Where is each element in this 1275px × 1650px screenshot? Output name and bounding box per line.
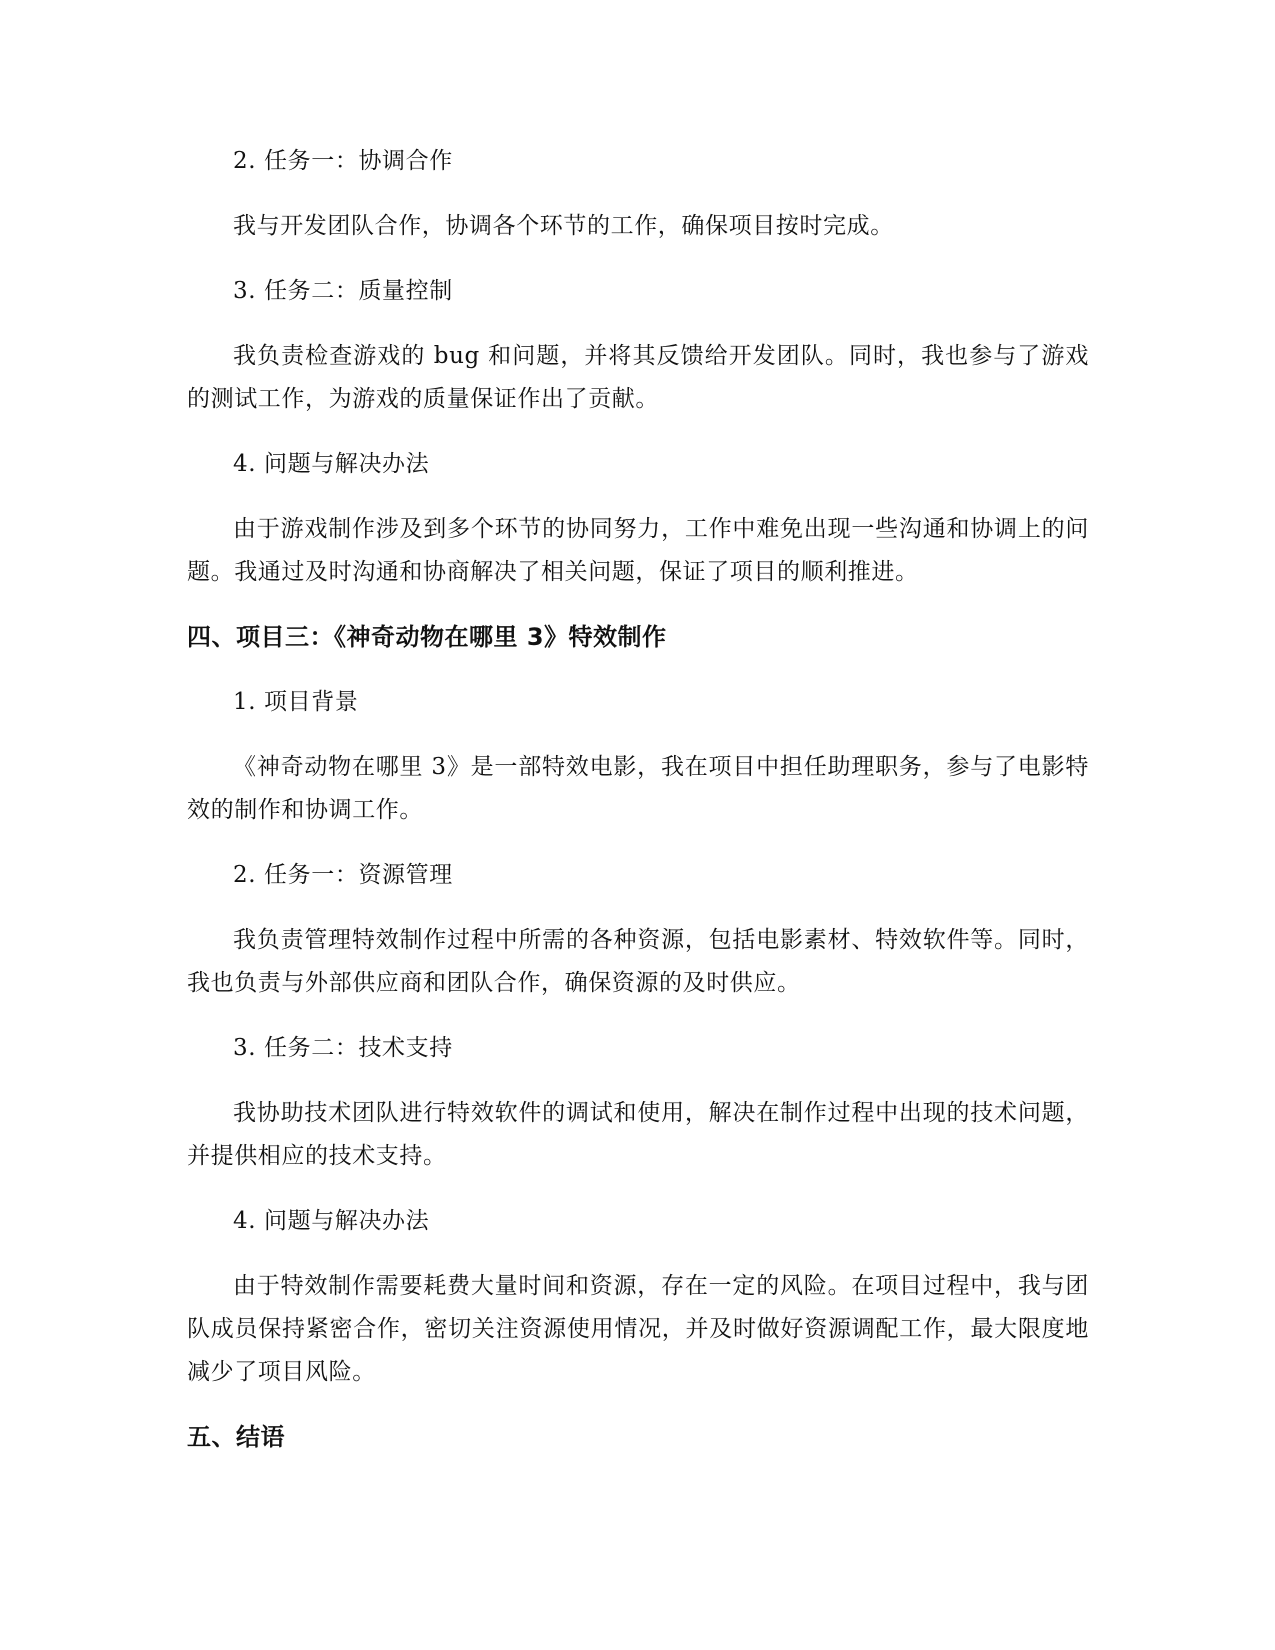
tech-support-paragraph: 我协助技术团队进行特效软件的调试和使用，解决在制作过程中出现的技术问题，并提供相应的技术支持。: [187, 1100, 1089, 1169]
resource-mgmt-paragraph: 我负责管理特效制作过程中所需的各种资源，包括电影素材、特效软件等。同时，我也负责与外部供应商和团队合作，确保资源的及时供应。: [187, 927, 1089, 996]
project-background-heading: 1. 项目背景: [233, 689, 359, 715]
task-one-paragraph: 我与开发团队合作，协调各个环节的工作，确保项目按时完成。: [233, 213, 894, 239]
problems-paragraph-2: 由于特效制作需要耗费大量时间和资源，存在一定的风险。在项目过程中，我与团队成员保持紧密合作，密切关注资源使用情况，并及时做好资源调配工作，最大限度地减少了项目风险。: [187, 1273, 1089, 1385]
task-two-paragraph: 我负责检查游戏的 bug 和问题，并将其反馈给开发团队。同时，我也参与了游戏的测试工作，为游戏的质量保证作出了贡献。: [187, 343, 1089, 412]
problems-paragraph: 由于游戏制作涉及到多个环节的协同努力，工作中难免出现一些沟通和协调上的问题。我通过及时沟通和协商解决了相关问题，保证了项目的顺利推进。: [187, 516, 1089, 585]
task-two-heading: 3. 任务二：质量控制: [233, 278, 453, 304]
task-one-heading: 2. 任务一：协调合作: [233, 148, 453, 174]
section-four-title: 四、项目三：《神奇动物在哪里 3》特效制作: [187, 623, 667, 651]
resource-mgmt-heading: 2. 任务一：资源管理: [233, 862, 453, 888]
tech-support-heading: 3. 任务二：技术支持: [233, 1035, 453, 1061]
problems-heading: 4. 问题与解决办法: [233, 451, 430, 477]
section-five-title: 五、结语: [187, 1423, 285, 1451]
document-body: [187, 140, 1089, 1459]
problems-heading-2: 4. 问题与解决办法: [233, 1208, 430, 1234]
project-background-paragraph: 《神奇动物在哪里 3》是一部特效电影，我在项目中担任助理职务，参与了电影特效的制作和协调工作。: [187, 754, 1089, 823]
